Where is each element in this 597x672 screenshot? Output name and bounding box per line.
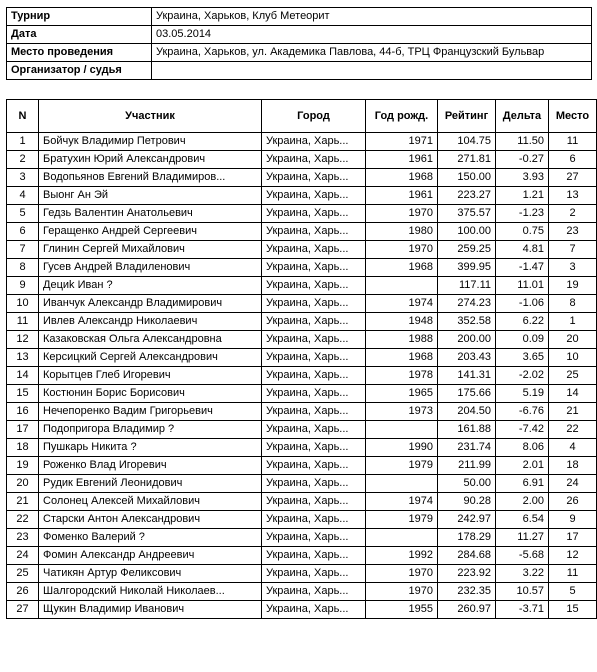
table-row bbox=[7, 295, 597, 313]
info-row-organizer bbox=[7, 62, 592, 80]
row-number: 18 bbox=[7, 439, 39, 457]
row-number: 24 bbox=[7, 547, 39, 565]
info-value: Украина, Харьков, ул. Академика Павлова, 44-б, ТРЦ Французский Бульвар bbox=[152, 44, 592, 62]
city: Украина, Харь... bbox=[262, 241, 366, 259]
delta: -5.68 bbox=[496, 547, 549, 565]
birth-year: 1968 bbox=[366, 169, 438, 187]
table-row bbox=[7, 223, 597, 241]
participant-name: Казаковская Ольга Александровна bbox=[39, 331, 262, 349]
participant-name: Фоменко Валерий ? bbox=[39, 529, 262, 547]
participant-name: Рудик Евгений Леонидович bbox=[39, 475, 262, 493]
info-value bbox=[152, 62, 592, 80]
birth-year: 1961 bbox=[366, 187, 438, 205]
city: Украина, Харь... bbox=[262, 583, 366, 601]
delta: -6.76 bbox=[496, 403, 549, 421]
row-number: 27 bbox=[7, 601, 39, 619]
rating: 90.28 bbox=[438, 493, 496, 511]
row-number: 14 bbox=[7, 367, 39, 385]
table-row bbox=[7, 493, 597, 511]
place: 11 bbox=[549, 565, 597, 583]
delta: 4.81 bbox=[496, 241, 549, 259]
rating: 117.11 bbox=[438, 277, 496, 295]
table-row bbox=[7, 475, 597, 493]
birth-year: 1980 bbox=[366, 223, 438, 241]
birth-year: 1979 bbox=[366, 457, 438, 475]
tournament-info-table bbox=[6, 7, 592, 80]
participant-name: Старски Антон Александрович bbox=[39, 511, 262, 529]
birth-year: 1973 bbox=[366, 403, 438, 421]
place: 4 bbox=[549, 439, 597, 457]
participant-name: Солонец Алексей Михайлович bbox=[39, 493, 262, 511]
info-row-date bbox=[7, 26, 592, 44]
place: 9 bbox=[549, 511, 597, 529]
place: 5 bbox=[549, 583, 597, 601]
city: Украина, Харь... bbox=[262, 295, 366, 313]
info-row-venue bbox=[7, 44, 592, 62]
city: Украина, Харь... bbox=[262, 367, 366, 385]
participant-name: Костюнин Борис Борисович bbox=[39, 385, 262, 403]
city: Украина, Харь... bbox=[262, 475, 366, 493]
participant-name: Дециk Иван ? bbox=[39, 277, 262, 295]
rating: 50.00 bbox=[438, 475, 496, 493]
city: Украина, Харь... bbox=[262, 277, 366, 295]
row-number: 12 bbox=[7, 331, 39, 349]
city: Украина, Харь... bbox=[262, 457, 366, 475]
delta: -1.06 bbox=[496, 295, 549, 313]
row-number: 23 bbox=[7, 529, 39, 547]
row-number: 22 bbox=[7, 511, 39, 529]
birth-year: 1961 bbox=[366, 151, 438, 169]
delta: 2.00 bbox=[496, 493, 549, 511]
birth-year bbox=[366, 277, 438, 295]
participant-name: Водопьянов Евгений Владимиров... bbox=[39, 169, 262, 187]
delta: 1.21 bbox=[496, 187, 549, 205]
row-number: 3 bbox=[7, 169, 39, 187]
birth-year: 1948 bbox=[366, 313, 438, 331]
delta: -3.71 bbox=[496, 601, 549, 619]
place: 24 bbox=[549, 475, 597, 493]
birth-year: 1974 bbox=[366, 493, 438, 511]
place: 14 bbox=[549, 385, 597, 403]
city: Украина, Харь... bbox=[262, 349, 366, 367]
city: Украина, Харь... bbox=[262, 205, 366, 223]
delta: -1.23 bbox=[496, 205, 549, 223]
participant-name: Щукин Владимир Иванович bbox=[39, 601, 262, 619]
table-row bbox=[7, 187, 597, 205]
rating: 260.97 bbox=[438, 601, 496, 619]
row-number: 15 bbox=[7, 385, 39, 403]
city: Украина, Харь... bbox=[262, 403, 366, 421]
table-row bbox=[7, 151, 597, 169]
participant-name: Гусев Андрей Владиленович bbox=[39, 259, 262, 277]
place: 15 bbox=[549, 601, 597, 619]
birth-year bbox=[366, 421, 438, 439]
city: Украина, Харь... bbox=[262, 259, 366, 277]
column-header-city: Город bbox=[262, 100, 366, 133]
participant-name: Роженко Влад Игоревич bbox=[39, 457, 262, 475]
rating: 150.00 bbox=[438, 169, 496, 187]
row-number: 16 bbox=[7, 403, 39, 421]
rating: 178.29 bbox=[438, 529, 496, 547]
delta: 6.22 bbox=[496, 313, 549, 331]
delta: 0.09 bbox=[496, 331, 549, 349]
birth-year: 1970 bbox=[366, 205, 438, 223]
birth-year: 1990 bbox=[366, 439, 438, 457]
table-row bbox=[7, 385, 597, 403]
row-number: 5 bbox=[7, 205, 39, 223]
delta: 2.01 bbox=[496, 457, 549, 475]
table-row bbox=[7, 565, 597, 583]
rating: 232.35 bbox=[438, 583, 496, 601]
rating: 104.75 bbox=[438, 133, 496, 151]
city: Украина, Харь... bbox=[262, 601, 366, 619]
place: 17 bbox=[549, 529, 597, 547]
info-label: Турнир bbox=[7, 8, 152, 26]
rating: 204.50 bbox=[438, 403, 496, 421]
row-number: 20 bbox=[7, 475, 39, 493]
place: 12 bbox=[549, 547, 597, 565]
table-row bbox=[7, 439, 597, 457]
rating: 375.57 bbox=[438, 205, 496, 223]
delta: 11.50 bbox=[496, 133, 549, 151]
row-number: 4 bbox=[7, 187, 39, 205]
rating: 141.31 bbox=[438, 367, 496, 385]
rating: 100.00 bbox=[438, 223, 496, 241]
rating: 175.66 bbox=[438, 385, 496, 403]
city: Украина, Харь... bbox=[262, 151, 366, 169]
table-row bbox=[7, 205, 597, 223]
row-number: 9 bbox=[7, 277, 39, 295]
row-number: 7 bbox=[7, 241, 39, 259]
column-header-rating: Рейтинг bbox=[438, 100, 496, 133]
delta: -0.27 bbox=[496, 151, 549, 169]
row-number: 6 bbox=[7, 223, 39, 241]
row-number: 10 bbox=[7, 295, 39, 313]
participant-name: Подопригора Владимир ? bbox=[39, 421, 262, 439]
birth-year: 1970 bbox=[366, 241, 438, 259]
delta: 8.06 bbox=[496, 439, 549, 457]
rating: 203.43 bbox=[438, 349, 496, 367]
results-table bbox=[6, 99, 597, 619]
place: 2 bbox=[549, 205, 597, 223]
birth-year: 1992 bbox=[366, 547, 438, 565]
table-row bbox=[7, 133, 597, 151]
rating: 259.25 bbox=[438, 241, 496, 259]
birth-year: 1968 bbox=[366, 349, 438, 367]
place: 11 bbox=[549, 133, 597, 151]
city: Украина, Харь... bbox=[262, 385, 366, 403]
table-row bbox=[7, 403, 597, 421]
rating: 271.81 bbox=[438, 151, 496, 169]
participant-name: Шалгородский Николай Николаев... bbox=[39, 583, 262, 601]
delta: 6.91 bbox=[496, 475, 549, 493]
participant-name: Пушкарь Никита ? bbox=[39, 439, 262, 457]
place: 19 bbox=[549, 277, 597, 295]
table-row bbox=[7, 583, 597, 601]
place: 23 bbox=[549, 223, 597, 241]
table-row bbox=[7, 259, 597, 277]
info-value: Украина, Харьков, Клуб Метеорит bbox=[152, 8, 592, 26]
column-header-participant: Участник bbox=[39, 100, 262, 133]
participant-name: Глинин Сергей Михайлович bbox=[39, 241, 262, 259]
participant-name: Бойчук Владимир Петрович bbox=[39, 133, 262, 151]
participant-name: Иванчук Александр Владимирович bbox=[39, 295, 262, 313]
delta: 11.01 bbox=[496, 277, 549, 295]
city: Украина, Харь... bbox=[262, 493, 366, 511]
column-header-delta: Дельта bbox=[496, 100, 549, 133]
delta: 5.19 bbox=[496, 385, 549, 403]
table-row bbox=[7, 241, 597, 259]
delta: -1.47 bbox=[496, 259, 549, 277]
participant-name: Чатикян Артур Феликсович bbox=[39, 565, 262, 583]
delta: 6.54 bbox=[496, 511, 549, 529]
row-number: 17 bbox=[7, 421, 39, 439]
place: 10 bbox=[549, 349, 597, 367]
table-row bbox=[7, 529, 597, 547]
delta: 0.75 bbox=[496, 223, 549, 241]
results-header-row bbox=[7, 100, 597, 133]
participant-name: Корытцев Глеб Игоревич bbox=[39, 367, 262, 385]
info-row-tournament bbox=[7, 8, 592, 26]
delta: 3.65 bbox=[496, 349, 549, 367]
participant-name: Геращенко Андрей Сергеевич bbox=[39, 223, 262, 241]
participant-name: Нечепоренко Вадим Григорьевич bbox=[39, 403, 262, 421]
rating: 211.99 bbox=[438, 457, 496, 475]
info-label: Дата bbox=[7, 26, 152, 44]
delta: -7.42 bbox=[496, 421, 549, 439]
city: Украина, Харь... bbox=[262, 169, 366, 187]
rating: 274.23 bbox=[438, 295, 496, 313]
birth-year: 1970 bbox=[366, 565, 438, 583]
place: 25 bbox=[549, 367, 597, 385]
row-number: 21 bbox=[7, 493, 39, 511]
birth-year: 1965 bbox=[366, 385, 438, 403]
city: Украина, Харь... bbox=[262, 187, 366, 205]
participant-name: Выонг Ан Эй bbox=[39, 187, 262, 205]
city: Украина, Харь... bbox=[262, 511, 366, 529]
birth-year bbox=[366, 475, 438, 493]
rating: 399.95 bbox=[438, 259, 496, 277]
info-value: 03.05.2014 bbox=[152, 26, 592, 44]
place: 21 bbox=[549, 403, 597, 421]
info-label: Организатор / судья bbox=[7, 62, 152, 80]
place: 27 bbox=[549, 169, 597, 187]
delta: 11.27 bbox=[496, 529, 549, 547]
city: Украина, Харь... bbox=[262, 223, 366, 241]
birth-year: 1968 bbox=[366, 259, 438, 277]
participant-name: Фомин Александр Андреевич bbox=[39, 547, 262, 565]
place: 26 bbox=[549, 493, 597, 511]
participant-name: Гедзь Валентин Анатольевич bbox=[39, 205, 262, 223]
city: Украина, Харь... bbox=[262, 439, 366, 457]
rating: 231.74 bbox=[438, 439, 496, 457]
delta: 3.22 bbox=[496, 565, 549, 583]
row-number: 26 bbox=[7, 583, 39, 601]
birth-year: 1988 bbox=[366, 331, 438, 349]
table-row bbox=[7, 421, 597, 439]
table-row bbox=[7, 511, 597, 529]
birth-year: 1971 bbox=[366, 133, 438, 151]
rating: 223.92 bbox=[438, 565, 496, 583]
city: Украина, Харь... bbox=[262, 565, 366, 583]
place: 1 bbox=[549, 313, 597, 331]
birth-year: 1978 bbox=[366, 367, 438, 385]
column-header-number: N bbox=[7, 100, 39, 133]
birth-year: 1979 bbox=[366, 511, 438, 529]
place: 6 bbox=[549, 151, 597, 169]
row-number: 11 bbox=[7, 313, 39, 331]
birth-year: 1974 bbox=[366, 295, 438, 313]
place: 3 bbox=[549, 259, 597, 277]
rating: 161.88 bbox=[438, 421, 496, 439]
table-row bbox=[7, 547, 597, 565]
rating: 223.27 bbox=[438, 187, 496, 205]
city: Украина, Харь... bbox=[262, 547, 366, 565]
place: 7 bbox=[549, 241, 597, 259]
place: 8 bbox=[549, 295, 597, 313]
delta: -2.02 bbox=[496, 367, 549, 385]
table-row bbox=[7, 313, 597, 331]
table-row bbox=[7, 349, 597, 367]
row-number: 25 bbox=[7, 565, 39, 583]
city: Украина, Харь... bbox=[262, 133, 366, 151]
rating: 242.97 bbox=[438, 511, 496, 529]
table-row bbox=[7, 601, 597, 619]
table-row bbox=[7, 169, 597, 187]
birth-year bbox=[366, 529, 438, 547]
participant-name: Братухин Юрий Александрович bbox=[39, 151, 262, 169]
city: Украина, Харь... bbox=[262, 529, 366, 547]
delta: 3.93 bbox=[496, 169, 549, 187]
place: 22 bbox=[549, 421, 597, 439]
table-row bbox=[7, 457, 597, 475]
place: 20 bbox=[549, 331, 597, 349]
city: Украина, Харь... bbox=[262, 331, 366, 349]
city: Украина, Харь... bbox=[262, 421, 366, 439]
column-header-birth-year: Год рожд. bbox=[366, 100, 438, 133]
place: 13 bbox=[549, 187, 597, 205]
row-number: 13 bbox=[7, 349, 39, 367]
rating: 352.58 bbox=[438, 313, 496, 331]
row-number: 2 bbox=[7, 151, 39, 169]
participant-name: Керсицкий Сергей Александрович bbox=[39, 349, 262, 367]
info-label: Место проведения bbox=[7, 44, 152, 62]
table-row bbox=[7, 331, 597, 349]
row-number: 8 bbox=[7, 259, 39, 277]
place: 18 bbox=[549, 457, 597, 475]
city: Украина, Харь... bbox=[262, 313, 366, 331]
row-number: 19 bbox=[7, 457, 39, 475]
rating: 284.68 bbox=[438, 547, 496, 565]
participant-name: Ивлев Александр Николаевич bbox=[39, 313, 262, 331]
delta: 10.57 bbox=[496, 583, 549, 601]
table-row bbox=[7, 277, 597, 295]
table-row bbox=[7, 367, 597, 385]
rating: 200.00 bbox=[438, 331, 496, 349]
birth-year: 1955 bbox=[366, 601, 438, 619]
column-header-place: Место bbox=[549, 100, 597, 133]
row-number: 1 bbox=[7, 133, 39, 151]
birth-year: 1970 bbox=[366, 583, 438, 601]
